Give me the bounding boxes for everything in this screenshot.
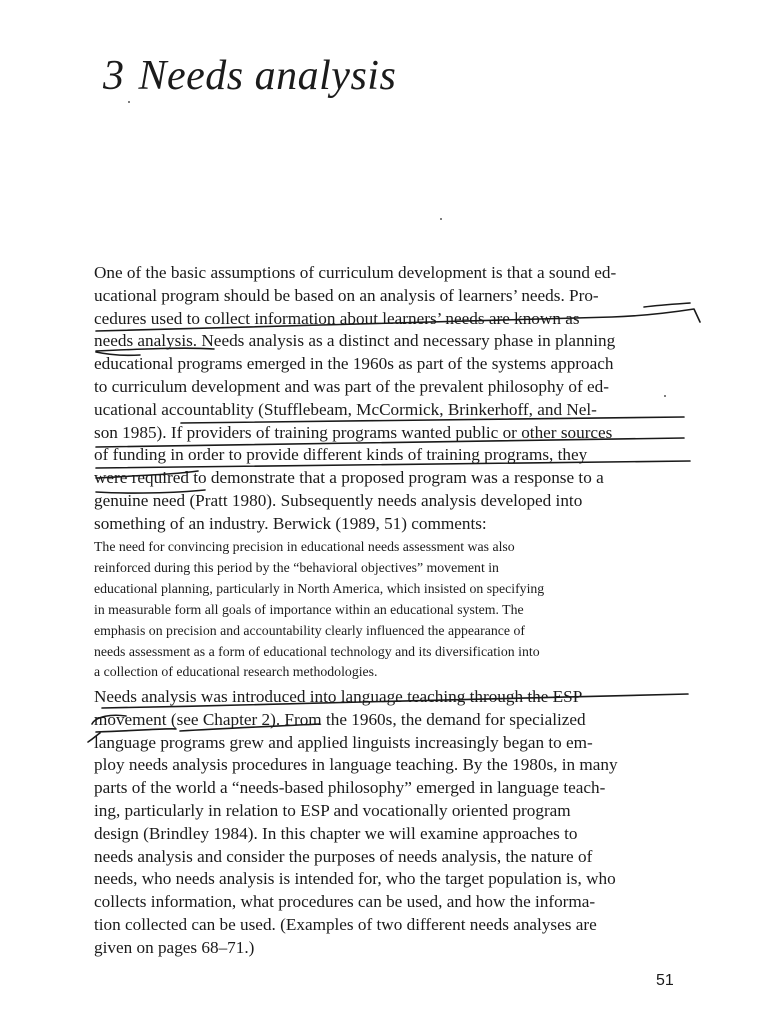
text-line: of funding in order to provide different kinds of training programs, they — [94, 445, 588, 465]
text-line: tion collected can be used. (Examples of two different needs analyses are — [94, 914, 597, 934]
text-line: needs, who needs analysis is intended for, who the target population is, who — [94, 869, 616, 889]
chapter-title: Needs analysis — [138, 53, 397, 99]
quote-line: a collection of educational research methodologies. — [94, 664, 378, 680]
text-line: genuine need (Pratt 1980). Subsequently needs analysis developed into — [94, 490, 583, 510]
text-line: movement (see Chapter 2). From the 1960s, the demand for specialized — [94, 709, 586, 729]
quote-line: needs assessment as a form of educational technology and its diversification into — [94, 643, 540, 659]
text-line: language programs grew and applied linguists increasingly began to em- — [94, 732, 593, 752]
body-paragraph-2 — [94, 686, 686, 960]
text-line: to curriculum development and was part of the prevalent philosophy of ed- — [94, 376, 609, 396]
text-line: cedures used to collect information about learners’ needs are known as — [94, 308, 580, 328]
chapter-heading — [103, 50, 396, 102]
text-line: ucational accountablity (Stufflebeam, McCormick, Brinkerhoff, and Nel- — [94, 399, 597, 419]
text-line: ploy needs analysis procedures in language teaching. By the 1980s, in many — [94, 755, 618, 775]
print-speck — [440, 218, 442, 220]
text-line: son 1985). If providers of training programs wanted public or other sources — [94, 422, 613, 442]
quote-line: emphasis on precision and accountability clearly influenced the appearance of — [94, 622, 525, 638]
text-line: ucational program should be based on an analysis of learners’ needs. Pro- — [94, 285, 599, 305]
chapter-number: 3 — [103, 53, 125, 99]
text-line: Needs analysis was introduced into language teaching through the ESP — [94, 687, 583, 706]
text-line: design (Brindley 1984). In this chapter we will examine approaches to — [94, 823, 578, 843]
text-line: educational programs emerged in the 1960s as part of the systems approach — [94, 354, 614, 374]
body-paragraph-1 — [94, 262, 686, 536]
text-line: ing, particularly in relation to ESP and vocationally oriented program — [94, 800, 571, 820]
quote-line: in measurable form all goals of importance within an educational system. The — [94, 601, 524, 617]
text-line: needs analysis and consider the purposes of needs analysis, the nature of — [94, 846, 593, 866]
quote-line: The need for convincing precision in educational needs assessment was also — [94, 539, 515, 554]
quote-line: reinforced during this period by the “behavioral objectives” movement in — [94, 559, 499, 575]
page-number: 51 — [656, 972, 674, 989]
text-line: One of the basic assumptions of curriculum development is that a sound ed- — [94, 263, 617, 282]
quote-line: educational planning, particularly in North America, which insisted on specifying — [94, 580, 545, 596]
block-quote — [94, 537, 686, 683]
text-line: needs analysis. Needs analysis as a distinct and necessary phase in planning — [94, 331, 616, 351]
text-line: something of an industry. Berwick (1989, 51) comments: — [94, 513, 487, 533]
text-line: parts of the world a “needs-based philosophy” emerged in language teach- — [94, 778, 606, 798]
text-line: collects information, what procedures can be used, and how the informa- — [94, 892, 596, 912]
print-speck — [128, 101, 130, 103]
text-line: given on pages 68–71.) — [94, 937, 255, 957]
text-line: were required to demonstrate that a proposed program was a response to a — [94, 468, 604, 488]
